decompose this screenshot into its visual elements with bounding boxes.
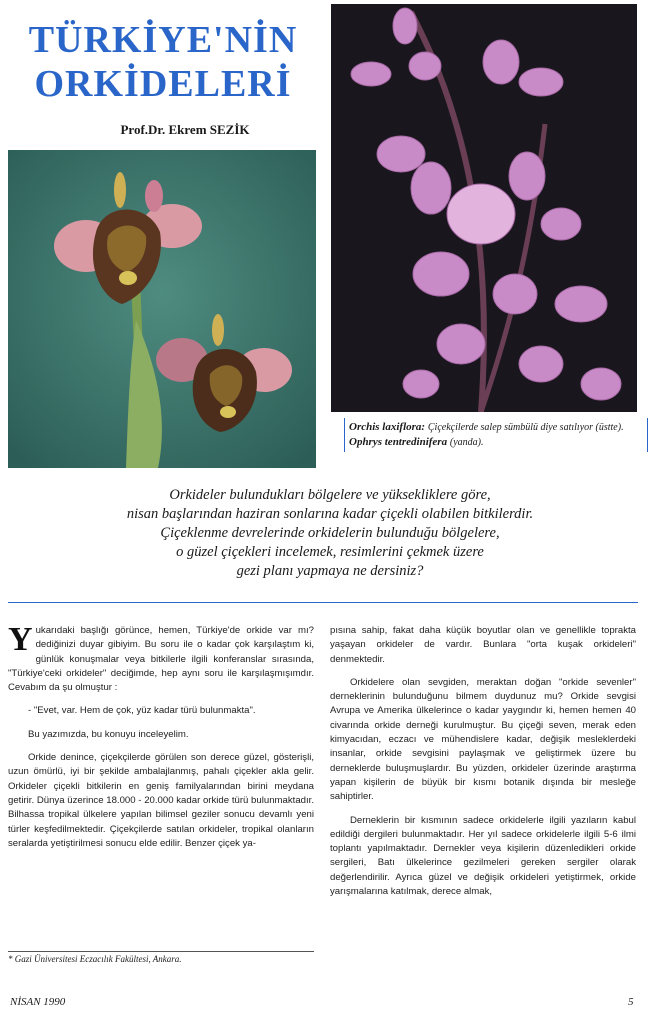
ophrys-tentredinifera-photo bbox=[8, 150, 316, 468]
body-paragraph: Bu yazımızda, bu konuyu inceleyelim. bbox=[28, 728, 189, 740]
lead-line: Orkideler bulundukları bölgelere ve yüksekliklere göre, bbox=[169, 487, 491, 503]
body-column-left bbox=[8, 621, 314, 860]
body-paragraph: - "Evet, var. Hem de çok, yüz kadar türü bulunmakta". bbox=[28, 705, 256, 717]
title-line-1: TÜRKİYE'NİN bbox=[28, 19, 298, 61]
caption-line-2 bbox=[349, 435, 643, 450]
lead-paragraph bbox=[60, 486, 600, 581]
author-line: Prof.Dr. Ekrem SEZİK bbox=[120, 122, 250, 137]
page-number: 5 bbox=[628, 996, 634, 1008]
body-paragraph: Orkide denince, çiçekçilerde görülen son derece güzel, gösterişli, uzun ömürlü, iyi bir şekilde ambalajlanmış, pahalı çiçekler akla gelir. Orkideler çiçekli bitkilerin en geniş familyalarından birini meydana getirir. Dünya üzerince 18.000 - 20.000 kadar orkide türü bulunmaktadır. Bilhassa tropikal ülkelere yapılan bilimsel geziler sonucu devamlı yeni türler keşfedilmektedir. Çiçekçilerde satılan orkideler, tropikal olanların seralarda yetiştirilmesi sonucu elde edilir. Benzer çiçek ya- bbox=[8, 752, 314, 849]
body-paragraph: pısına sahip, fakat daha küçük boyutlar olan ve genellikle toprakta yaşayan orkideler de vardır. Bunlara "orta kuşak orkideleri" denmektedir. bbox=[330, 625, 636, 665]
caption-species-1: Orchis laxiflora: bbox=[349, 421, 426, 433]
lead-line: nisan başlarından haziran sonlarına kadar çiçekli olabilen bitkilerdir. bbox=[126, 506, 534, 522]
body-paragraph bbox=[8, 621, 314, 695]
caption-line-1 bbox=[349, 420, 643, 435]
ophrys-illustration bbox=[8, 150, 316, 468]
lead-line: Çiçeklenme devrelerinde orkidelerin bulunduğu bölgelere, bbox=[160, 525, 500, 541]
body-text: ukarıdaki başlığı görünce, hemen, Türkiye'de orkide var mı? dediğinizi duyar gibiyim. Bu soru ile o kadar çok karşılaştım ki, günlük konuşmalar veya bitkilerle ilgili konferanslar sırasında, "Türkiye'ceki orkideler" deciğimde, hep aynı soru ile karşılaşmışımdır. Cevabım da şu olmuştur : bbox=[8, 625, 314, 694]
photo-caption bbox=[344, 418, 648, 452]
caption-text-1: Çiçekçilerde salep sümbülü diye satılıyor (üstte). bbox=[427, 422, 624, 433]
caption-text-2: (yanda). bbox=[449, 437, 484, 448]
orchis-laxiflora-photo bbox=[331, 4, 637, 412]
orchis-illustration bbox=[331, 4, 637, 412]
footnote: * Gazi Üniversitesi Eczacılık Fakültesi, Ankara. bbox=[8, 951, 314, 964]
issue-date: NİSAN 1990 bbox=[10, 996, 66, 1008]
body-column-right bbox=[330, 624, 636, 908]
lead-line: gezi planı yapmaya ne dersiniz? bbox=[236, 563, 424, 579]
body-paragraph: Derneklerin bir kısmının sadece orkidelerle ilgili yazıların kabul edildiği dergileri bulunmaktadır. Her yıl sadece orkidelerle ilgili 5-6 ilmi toplantı yapılmaktadır. Dernekler veya kişilerin düzenledikleri orkide sergileri, Batı ülkelerince gezilmeleri gereken sergiler olarak değerlendirilir. Ayrıca güzel ve değişik orkideleri yetiştirmek, orkide yarışmalarına katılmak, derece almak, bbox=[330, 814, 636, 898]
article-title bbox=[8, 18, 318, 106]
lead-line: o güzel çiçekleri incelemek, resimlerini çekmek üzere bbox=[176, 544, 484, 560]
title-line-2: ORKİDELERİ bbox=[34, 63, 292, 105]
caption-species-2: Ophrys tentredinifera bbox=[349, 436, 448, 448]
body-paragraph: Orkidelere olan sevgiden, meraktan doğan "orkide sevenler" derneklerinin bulunduğunu bilmem duydunuz mu? Orkide sevgisi Avrupa ve Amerika ülkelerince o kadar yaygındır ki, hemen hemen 40 civarında orkide derneği kurulmuştur. Bu çiçeği seven, merak eden kimyacıdan, eczacı ve mühendislere kadar, değişik mesleklerdeki insanlar, orkide sevgisini paylaşmak ve geliştirmek üzere bu derneklerde buluşmuşlardır. Bu yüzden, orkideler üzerinde araştırma yapan kişilerin de büyük bir kısmı botanik dışında bir mesleğe sahiptirler. bbox=[330, 676, 636, 803]
drop-cap: Y bbox=[8, 621, 33, 658]
section-divider bbox=[8, 602, 638, 603]
